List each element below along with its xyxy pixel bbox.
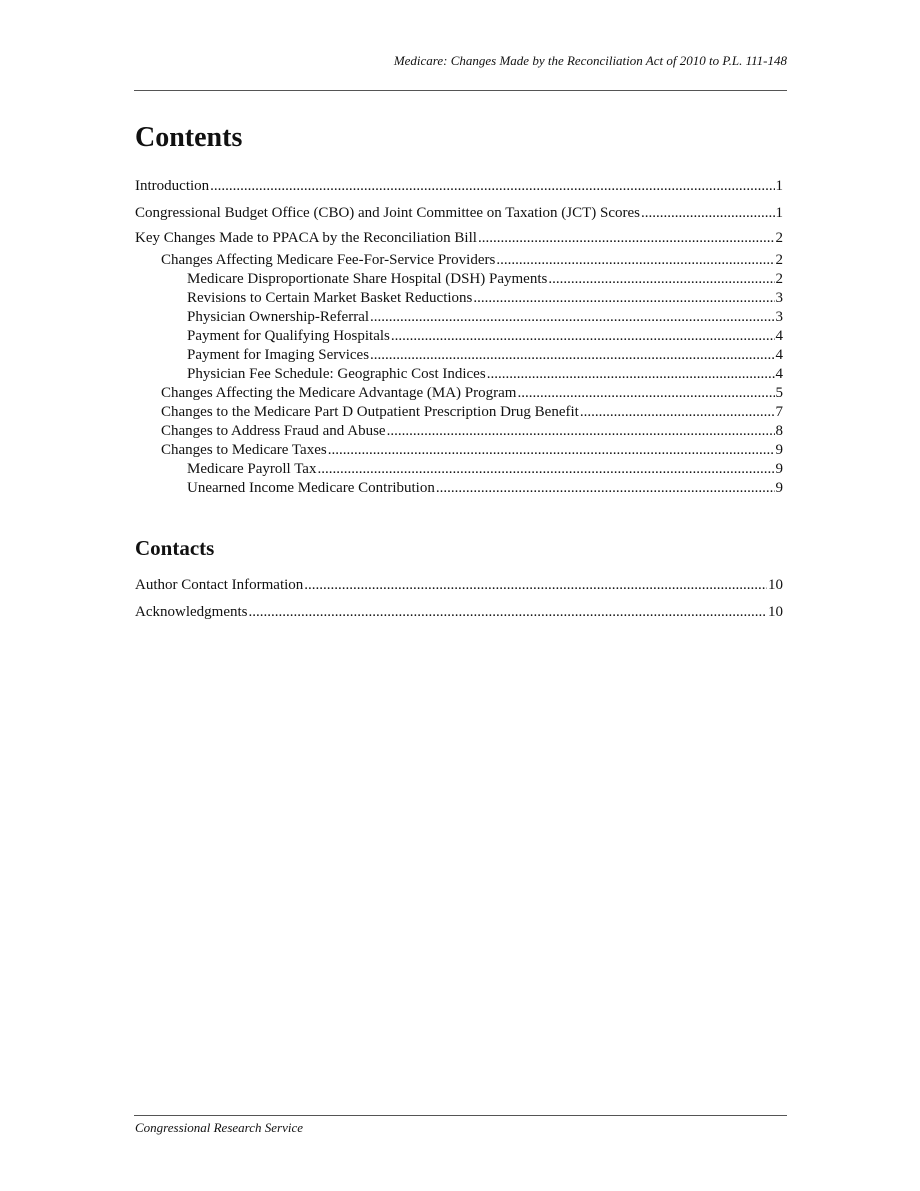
toc-entry-page: 10 — [768, 604, 783, 620]
toc-entry-title: Medicare Disproportionate Share Hospital (DSH) Payments — [187, 271, 548, 287]
dot-leader — [391, 327, 775, 345]
toc-entry-page: 9 — [775, 461, 783, 477]
toc-entry-fraud-abuse[interactable] — [135, 422, 783, 440]
toc-entry-ffs-providers[interactable] — [135, 251, 783, 269]
dot-leader — [210, 177, 774, 195]
toc-entry-page: 2 — [775, 230, 783, 246]
dot-leader — [387, 422, 775, 440]
toc-entry-title: Revisions to Certain Market Basket Reductions — [187, 290, 473, 306]
toc-entry-dsh-payments[interactable] — [135, 270, 783, 288]
dot-leader — [487, 365, 775, 383]
toc-entry-page: 9 — [775, 442, 783, 458]
toc-entry-page: 4 — [775, 347, 783, 363]
dot-leader — [248, 603, 767, 621]
dot-leader — [478, 229, 775, 247]
dot-leader — [436, 479, 775, 497]
toc-entry-page: 1 — [775, 178, 783, 194]
toc-entry-page: 3 — [775, 309, 783, 325]
toc-entry-page: 1 — [775, 205, 783, 221]
toc-entry-title: Physician Fee Schedule: Geographic Cost Indices — [187, 366, 486, 382]
toc-entry-acknowledgments[interactable] — [135, 603, 783, 621]
toc-entry-page: 2 — [775, 271, 783, 287]
toc-entry-imaging-services[interactable] — [135, 346, 783, 364]
toc-entry-title: Payment for Imaging Services — [187, 347, 370, 363]
toc-entry-medicare-advantage[interactable] — [135, 384, 783, 402]
dot-leader — [328, 441, 775, 459]
dot-leader — [496, 251, 774, 269]
toc-entry-key-changes[interactable] — [135, 229, 783, 247]
toc-entry-page: 3 — [775, 290, 783, 306]
toc-entry-fee-schedule[interactable] — [135, 365, 783, 383]
toc-entry-page: 5 — [775, 385, 783, 401]
toc-entry-title: Changes to Medicare Taxes — [161, 442, 327, 458]
toc-entry-market-basket[interactable] — [135, 289, 783, 307]
header-rule — [134, 90, 787, 91]
dot-leader — [641, 204, 775, 222]
dot-leader — [548, 270, 774, 288]
dot-leader — [370, 346, 774, 364]
running-footer: Congressional Research Service — [135, 1120, 303, 1135]
dot-leader — [370, 308, 774, 326]
toc-entry-payroll-tax[interactable] — [135, 460, 783, 478]
toc-entry-page: 4 — [775, 328, 783, 344]
toc-entry-page: 8 — [775, 423, 783, 439]
toc-entry-introduction[interactable] — [135, 177, 783, 195]
toc-entry-title: Payment for Qualifying Hospitals — [187, 328, 390, 344]
toc-entry-author-contact[interactable] — [135, 576, 783, 594]
toc-entry-title: Author Contact Information — [135, 577, 304, 593]
contents-heading: Contents — [135, 122, 243, 153]
toc-entry-part-d[interactable] — [135, 403, 783, 421]
footer-rule — [134, 1115, 787, 1116]
dot-leader — [473, 289, 774, 307]
dot-leader — [317, 460, 774, 478]
running-header: Medicare: Changes Made by the Reconciliation Act of 2010 to P.L. 111-148 — [393, 53, 787, 68]
toc-entry-title: Introduction — [135, 178, 210, 194]
toc-entry-title: Physician Ownership-Referral — [187, 309, 370, 325]
toc-entry-page: 10 — [768, 577, 783, 593]
contacts-heading: Contacts — [135, 536, 215, 560]
toc-entry-page: 4 — [775, 366, 783, 382]
toc-entry-qualifying-hospitals[interactable] — [135, 327, 783, 345]
toc-entry-title: Key Changes Made to PPACA by the Reconciliation Bill — [135, 230, 477, 246]
toc-entry-title: Changes to the Medicare Part D Outpatient Prescription Drug Benefit — [161, 404, 579, 420]
toc-entry-title: Changes Affecting the Medicare Advantage (MA) Program — [161, 385, 517, 401]
toc-entry-medicare-taxes[interactable] — [135, 441, 783, 459]
dot-leader — [580, 403, 775, 421]
dot-leader — [517, 384, 774, 402]
toc-entry-title: Acknowledgments — [135, 604, 248, 620]
toc-entry-title: Changes to Address Fraud and Abuse — [161, 423, 386, 439]
toc-entry-title: Changes Affecting Medicare Fee-For-Service Providers — [161, 252, 496, 268]
toc-entry-page: 9 — [775, 480, 783, 496]
toc-entry-title: Medicare Payroll Tax — [187, 461, 317, 477]
dot-leader — [304, 576, 767, 594]
toc-entry-page: 2 — [775, 252, 783, 268]
toc-entry-page: 7 — [775, 404, 783, 420]
toc-entry-unearned-income[interactable] — [135, 479, 783, 497]
toc-entry-cbo-jct-scores[interactable] — [135, 204, 783, 222]
toc-entry-title: Congressional Budget Office (CBO) and Joint Committee on Taxation (JCT) Scores — [135, 205, 640, 221]
toc-entry-physician-ownership[interactable] — [135, 308, 783, 326]
toc-entry-title: Unearned Income Medicare Contribution — [187, 480, 435, 496]
